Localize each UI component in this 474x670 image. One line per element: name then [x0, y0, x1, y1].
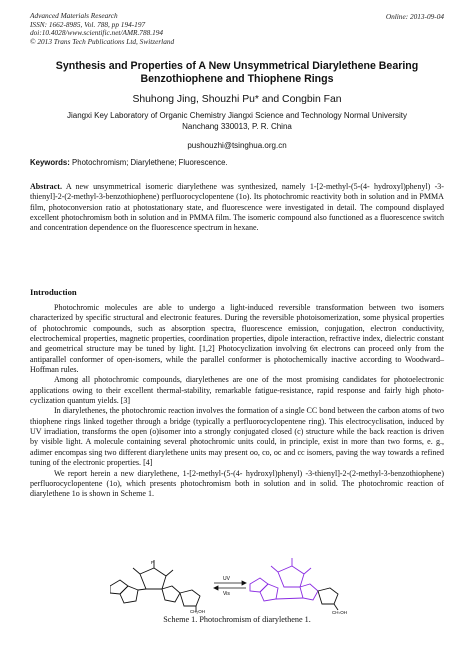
affiliation: [36, 110, 438, 132]
journal-name: Advanced Materials Research: [30, 11, 118, 20]
reaction-arrows: [214, 581, 246, 590]
affiliation-line-1: Jiangxi Key Laboratory of Organic Chemistry Jiangxi Science and Technology Normal University: [66, 111, 407, 120]
intro-paragraph-2: Among all photochromic compounds, diarylethenes are one of the most promising candidates for photoelectronic applications owing to their excellent thermal-stability, remarkable fatigue-resistance, rapid response and fairly high photo-cyclization quantum yields. [3]: [30, 375, 444, 406]
closed-phenyl-ring: [318, 588, 338, 610]
title-line-1: Synthesis and Properties of A New Unsymmetrical Diarylethene Bearing: [55, 60, 419, 72]
uv-label: UV: [223, 576, 230, 582]
introduction-body: [30, 303, 444, 500]
scheme-f-label: F: [151, 560, 154, 565]
copyright-line: © 2013 Trans Tech Publications Ltd, Switzerland: [30, 36, 175, 46]
intro-paragraph-1: Photochromic molecules are able to undergo a light-induced reversible transformation between two isomers characterized by specific structural and electronic features. During the reversible photoisomerization, some physical properties of photochromic compounds, such as absorption spectra, fluorescence emission, conjugation, electron conductivity, electrochemical properties, magnetic properties, coordination properties, dipole interaction, refractive index, dielectric constant and geometrical structure may be tuned by light. [1,2] Photocyclization involving 6π electrons can proceed only from the antiparallel conformer of open-isomers, while the parallel conformer is photochemically inactive according to Woodward– Hoffman rules.: [30, 303, 444, 375]
intro-paragraph-4: We report herein a new diarylethene, 1-[2-methyl-(5-(4- hydroxyl)phenyl) -3-thienyl]-2-(2-methyl-3-benzothiophene) perfluorocyclopentene (1o), which presents photochromism both in solution and in solid. The photochromic reaction of diarylethene 1o is shown in Scheme 1.: [30, 468, 444, 499]
abstract: [30, 182, 444, 234]
introduction-heading: Introduction: [30, 287, 77, 297]
affiliation-line-2: Nanchang 330013, P. R. China: [182, 122, 292, 131]
scheme-1-figure: [110, 556, 370, 614]
doi-line: doi:10.4028/www.scientific.net/AMR.788.194: [30, 28, 164, 38]
open-oh-label: CH₂OH: [190, 609, 205, 614]
online-date: Online: 2013-09-04: [385, 12, 444, 21]
corresponding-email: pushouzhi@tsinghua.org.cn: [187, 141, 287, 150]
closed-oh-label: CH₂OH: [332, 610, 347, 614]
open-isomer-structure: [110, 560, 200, 612]
vis-label: Vis: [223, 591, 230, 597]
keywords-label: Keywords:: [30, 158, 70, 167]
paper-title: [28, 60, 446, 86]
abstract-label: Abstract.: [30, 182, 62, 191]
title-line-2: Benzothiophene and Thiophene Rings: [140, 73, 334, 85]
journal-header: [30, 12, 174, 46]
abstract-text: A new unsymmetrical isomeric diarylethene was synthesized, namely 1-[2-methyl-(5-(4- hydroxyl)phenyl) -3-thienyl]-2-(2-methyl-3-benzothiophene) perfluorocyclopentene (1o). Its photochromic reactivity both in solution and in PMMA film, photoconversion ratio at photostationary state, and fluorescence were investigated in detail. The compound displayed excellent photochromism both in solution and in PMMA film. The isomeric compound also functioned as a fluorescence switch and concentration dependence on the fluorescence spectrum in hexane.: [30, 182, 444, 233]
keywords: [30, 158, 228, 167]
intro-paragraph-3: In diarylethenes, the photochromic reaction involves the formation of a single CC bond between the carbon atoms of two thiophene rings linked together through a bridge (typically a perfluorocyclopentene ring). This electrocyclisation, induced by UV irradiation, transforms the open (o)isomer into a strongly conjugated closed (c) structure while the back reaction is driven by visible light. A molecule containing several photochromic units could, in principle, exist in more than two forms, e. g., adimer encompas sing two different diarylethene units may present oo, co, oc and cc isomers, paving the way towards a refined tuning of the electronic properties. [4]: [30, 406, 444, 468]
author-list: Shuhong Jing, Shouzhi Pu* and Congbin Fan: [132, 94, 342, 105]
scheme-caption: Scheme 1. Photochromism of diarylethene 1.: [163, 615, 311, 624]
issn-line: ISSN: 1662-8985, Vol. 788, pp 194-197: [30, 19, 146, 29]
closed-isomer-structure: [250, 558, 318, 601]
keywords-text: Photochromism; Diarylethene; Fluorescence.: [72, 158, 228, 167]
